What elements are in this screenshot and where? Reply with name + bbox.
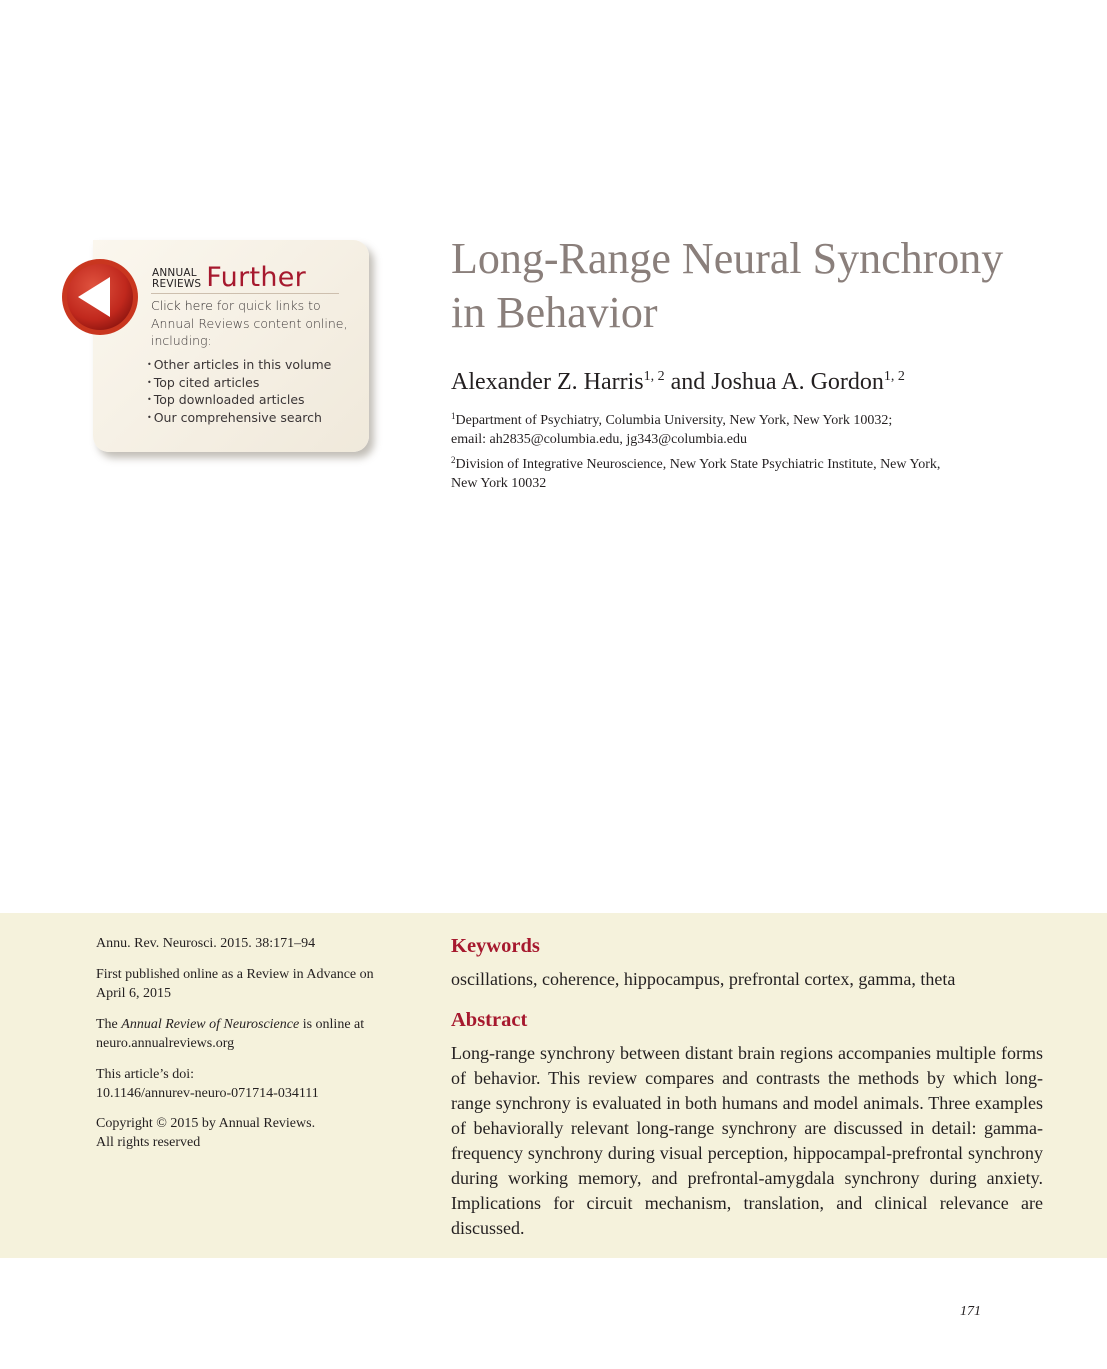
doi-value[interactable]: 10.1146/annurev-neuro-071714-034111: [96, 1086, 319, 1101]
author-gordon: Joshua A. Gordon: [711, 369, 884, 395]
affiliation-1: $^1$Department of Psychiatry, Columbia University, New York, New York 10032; email: ah2835@columbia.edu, jg343@columbia.edu: [451, 411, 893, 447]
author-gordon-affil: 1, 2: [883, 369, 905, 384]
affiliation-2: $^2$Division of Integrative Neuroscience, New York State Psychiatric Institute, New York, New York 10032: [451, 455, 941, 491]
keywords-heading: Keywords: [451, 935, 540, 957]
annual-reviews-further-logo: [152, 262, 306, 292]
title-line-1: Long-Range Neural Synchrony: [451, 234, 1004, 283]
online-info: The Annual Review of Neuroscience is online at neuro.annualreviews.org: [96, 1017, 365, 1051]
keywords-text: oscillations, coherence, hippocampus, prefrontal cortex, gamma, theta: [451, 969, 956, 989]
abstract-text: Long-range synchrony between distant brain regions accompanies multiple forms of behavior. This review compares and contrasts the methods by which long-range synchrony is evaluated in both humans and model animals. Three examples of behaviorally relevant long-range synchrony are discussed in detail: gamma-frequency synchrony during visual perception, hippocampal-prefrontal synchrony during working memory, and prefrontal-amygdala synchrony during anxiety. Implications for circuit mechanism, translation, and clinical relevance are discussed.: [451, 1043, 1043, 1238]
publication-date: First published online as a Review in Advance on April 6, 2015: [96, 967, 374, 1001]
further-intro-text: for quick links to Annual Reviews content online, including:: [151, 298, 348, 348]
click-here-link[interactable]: Click here: [151, 298, 213, 313]
further-link-other-articles[interactable]: • Other articles in this volume: [147, 356, 331, 374]
further-link-search[interactable]: • Our comprehensive search: [147, 409, 331, 427]
author-harris: Alexander Z. Harris: [451, 369, 644, 395]
further-link-top-cited[interactable]: • Top cited articles: [147, 374, 331, 392]
journal-name: Annual Review of Neuroscience: [121, 1017, 300, 1032]
copyright-info: Copyright © 2015 by Annual Reviews. All rights reserved: [96, 1116, 316, 1150]
further-divider: [151, 293, 339, 294]
page-number: 171: [960, 1304, 981, 1319]
further-links-list: [147, 356, 331, 426]
title-line-2: in Behavior: [451, 288, 658, 337]
further-intro: [151, 297, 351, 350]
author-joiner: and: [664, 369, 712, 395]
author-harris-affil: 1, 2: [643, 369, 665, 384]
citation: Annu. Rev. Neurosci. 2015. 38:171–94: [96, 936, 316, 951]
brand-small-text: ANNUAL REVIEWS: [152, 267, 202, 290]
author-list: [451, 366, 1071, 398]
doi-info: This article’s doi: 10.1146/annurev-neuro-071714-034111: [96, 1067, 319, 1101]
brand-further-word: Further: [206, 262, 307, 293]
article-title: [451, 232, 1071, 340]
left-arrow-icon[interactable]: [61, 258, 139, 336]
further-link-top-downloaded[interactable]: • Top downloaded articles: [147, 391, 331, 409]
abstract-heading: Abstract: [451, 1009, 528, 1031]
journal-url[interactable]: neuro.annualreviews.org: [96, 1036, 235, 1051]
